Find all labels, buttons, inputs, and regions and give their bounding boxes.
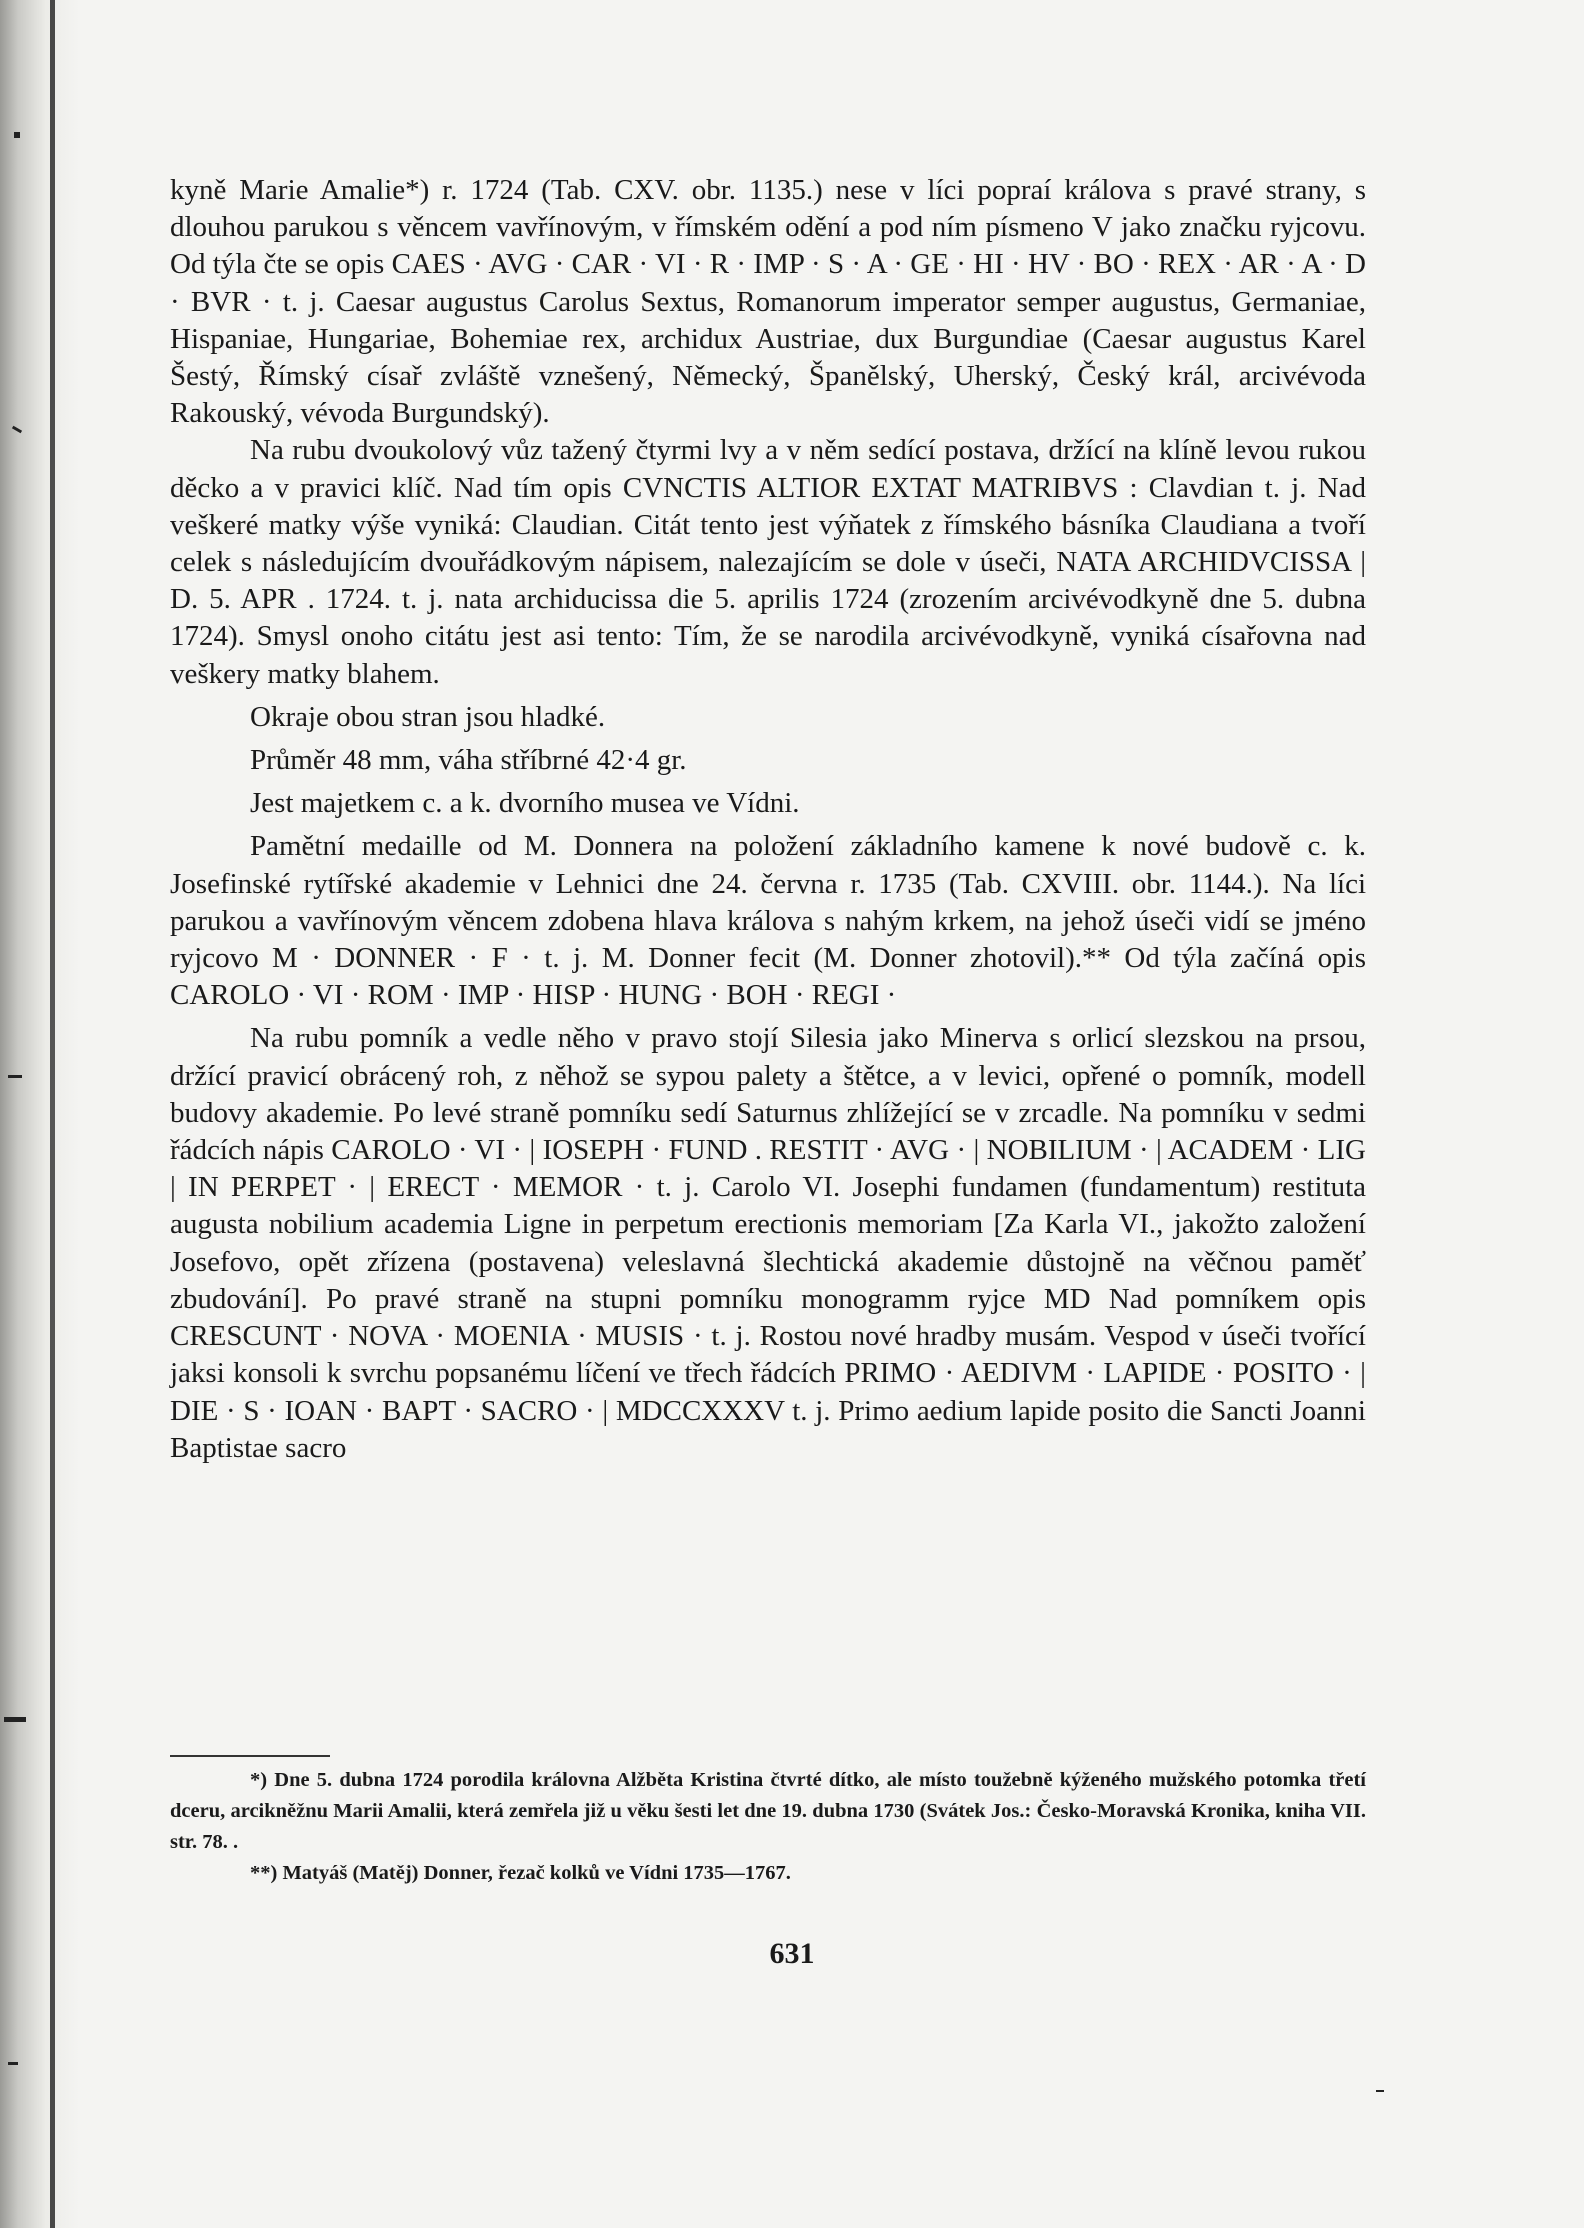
scan-mark (14, 132, 20, 138)
footnote-text: Dne 5. dubna 1724 porodila královna Alžběta Kristina čtvrté dítko, ale místo toužebně kýženého mužského potomka třetí dceru, arcikněžnu Marii Amalii, která zemřela již u věku šesti let dne 19. dubna 1730 (Svátek Jos.: Česko-Moravská Kronika, kniha VII. str. 78. . (170, 1769, 1366, 1853)
footnote (170, 1765, 1366, 1858)
paragraph: Průměr 48 mm, váha stříbrné 42·4 gr. (250, 744, 687, 777)
scan-mark (8, 1075, 22, 1078)
paragraph: Na rubu pomník a vedle něho v pravo stojí Silesia jako Minerva s orlicí slezskou na prsou, držící pravicí obrácený roh, z něhož se sypou palety a štětce, a v levici, opřené o pomník, modell budovy akademie. Po levé straně pomníku sedí Saturnus zhlížející se v zrcadle. Na pomníku v sedmi řádcích nápis CAROLO · VI · | IOSEPH · FUND . RESTIT · AVG · | NOBILIUM · | ACADEM · LIG | IN PERPET · | ERECT · MEMOR · t. j. Carolo VI. Josephi fundamen (fundamentum) restituta augusta nobilium academia Ligne in perpetum erectionis memoriam [Za Karla VI., jakožto založení Josefovo, opět zřízena (postavena) veleslavná šlechtická akademie důstojně na věčnou paměť zbudování]. Po pravé straně na stupni pomníku monogramm ryjce MD Nad pomníkem opis CRESCUNT · NOVA · MOENIA · MUSIS · t. j. Rostou nové hradby musám. Vespod v úseči tvořící jaksi konsoli k svrchu popsanému líčení ve třech řádcích PRIMO · AEDIVM · LAPIDE · POSITO · | DIE · S · IOAN · BAPT · SACRO · | MDCCXXXV t. j. Primo aedium lapide posito die Sancti Joanni Baptistae sacro (170, 1022, 1366, 1464)
paragraph: Na rubu dvoukolový vůz tažený čtyrmi lvy a v něm sedící postava, držící na klíně levou rukou děcko a v pravici klíč. Nad tím opis CVNCTIS ALTIOR EXTAT MATRIBVS : Clavdian t. j. Nad veškeré matky výše vyniká: Claudian. Citát tento jest výňatek z římského básníka Claudiana a tvoří celek s následujícím dvouřádkovým nápisem, nalezajícím se dole v úseči, NATA ARCHIDVCISSA | D. 5. APR . 1724. t. j. nata archiducissa die 5. aprilis 1724 (zrozením arcivévodkyně dne 5. dubna 1724). Smysl onoho citátu jest asi tento: Tím, že se narodila arcivévodkyně, vyniká císařovna nad veškery matky blahem. (170, 434, 1366, 690)
footnotes (170, 1765, 1366, 1889)
book-binding-shadow (0, 0, 80, 2228)
footnote-text: Matyáš (Matěj) Donner, řezač kolků ve Vídni 1735—1767. (282, 1862, 791, 1884)
footnote-marker: *) (250, 1769, 268, 1791)
scan-mark (8, 2062, 18, 2065)
spine-edge (50, 0, 55, 2228)
paragraph: Jest majetkem c. a k. dvorního musea ve Vídni. (250, 787, 800, 820)
paragraph: Pamětní medaille od M. Donnera na položení základního kamene k nové budově c. k. Josefinské rytířské akademie v Lehnici dne 24. června r. 1735 (Tab. CXVIII. obr. 1144.). Na líci parukou a vavřínovým věncem zdobena hlava králova s nahým krkem, na jehož úseči vidí se jméno ryjcovo M · DONNER · F · t. j. M. Donner fecit (M. Donner zhotovil).** Od týla začíná opis CAROLO · VI · ROM · IMP · HISP · HUNG · BOH · REGI · (170, 830, 1366, 1012)
footnote (170, 1858, 1366, 1889)
scan-mark (1376, 2090, 1384, 2092)
scan-mark (4, 1717, 26, 1722)
footnote-separator (170, 1755, 330, 1757)
footnote-marker: **) (250, 1862, 278, 1884)
paragraph: Okraje obou stran jsou hladké. (250, 700, 606, 733)
body-text (170, 172, 1366, 1467)
page-number: 631 (769, 1937, 815, 1970)
paragraph: kyně Marie Amalie*) r. 1724 (Tab. CXV. obr. 1135.) nese v líci popraí králova s pravé strany, s dlouhou parukou s věncem vavřínovým, v římském odění a pod ním písmeno V jako značku ryjcovu. Od týla čte se opis CAES · AVG · CAR · VI · R · IMP · S · A · GE · HI · HV · BO · REX · AR · A · D · BVR · t. j. Caesar augustus Carolus Sextus, Romanorum imperator semper augustus, Germaniae, Hispaniae, Hungariae, Bohemiae rex, archidux Austriae, dux Burgundiae (Caesar augustus Karel Šestý, Římský císař zvláště vznešený, Německý, Španělský, Uherský, Český král, arcivévoda Rakouský, vévoda Burgundský). (170, 174, 1366, 430)
